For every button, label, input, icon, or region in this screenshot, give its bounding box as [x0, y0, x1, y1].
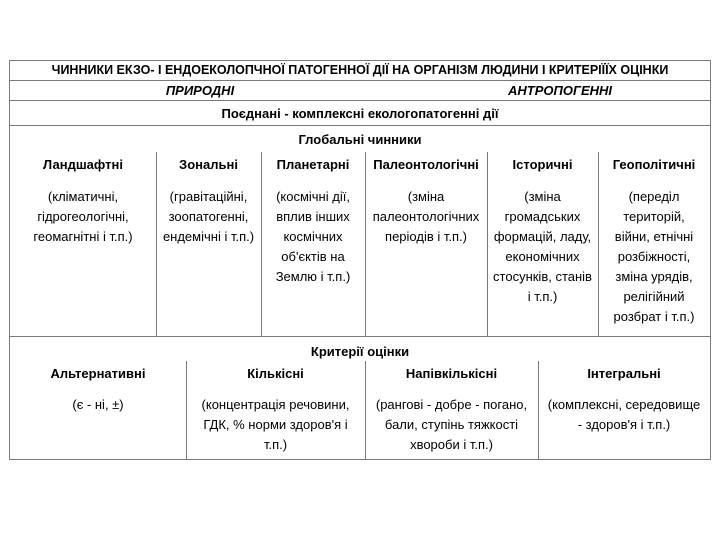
- title-row: [10, 61, 710, 81]
- table-title: ЧИННИКИ ЕКЗО- І ЕНДОЕКОЛОПЧНОЇ ПАТОГЕННОЇ ДІЇ НА ОРГАНІЗМ ЛЮДИНИ І КРИТЕРІЇЇХ ОЦІНКИ: [51, 63, 669, 77]
- factors-section: [10, 152, 710, 337]
- criterion-desc-quantitative: (концентрація речовини, ГДК, % норми здоров'я і т.п.): [201, 397, 350, 452]
- factors-table: [9, 60, 711, 460]
- criterion-desc-semiquantitative: (рангові - добре - погано, бали, ступінь тяжкості хвороби і т.п.): [375, 397, 528, 452]
- factor-desc-planetary: (космічні дії, вплив інших космічних об'єктів на Землю і т.п.): [275, 189, 351, 284]
- combined-label: Поєднані - комплексні екологопатогенні дії: [221, 106, 499, 121]
- factor-desc-landscape: (кліматичні, гідрогеологічні, геомагнітні і т.п.): [33, 189, 133, 244]
- factor-name-geopolitical: Геополітичні: [612, 157, 696, 172]
- factor-desc-geopolitical: (переділ територій, війни, етнічні розбіжності, зміна урядів, релігійний розбрат і т.п.): [613, 189, 695, 324]
- criterion-name-semiquantitative: Напівкількісні: [405, 366, 498, 381]
- factor-name-historical: Історичні: [512, 157, 573, 172]
- factor-desc-paleontological: (зміна палеонтологічних періодів і т.п.): [372, 189, 480, 244]
- global-label: Глобальні чинники: [298, 132, 422, 147]
- anthropogenic-label: АНТРОПОГЕННІ: [508, 83, 612, 98]
- criteria-title: Критерії оцінки: [310, 344, 410, 359]
- criterion-desc-alternative: (є - ні, ±): [72, 397, 124, 412]
- factor-name-landscape: Ландшафтні: [43, 157, 123, 172]
- factor-name-planetary: Планетарні: [276, 157, 350, 172]
- combined-row: [10, 101, 710, 126]
- criterion-name-integral: Інтегральні: [587, 366, 661, 381]
- factor-name-paleontological: Палеонтологічні: [373, 157, 479, 172]
- factor-name-zonal: Зональні: [179, 157, 238, 172]
- criterion-name-quantitative: Кількісні: [247, 366, 304, 381]
- criterion-name-alternative: Альтернативні: [50, 366, 146, 381]
- factor-desc-zonal: (гравітаційні, зоопатогенні, ендемічні і т.п.): [162, 189, 255, 244]
- criterion-desc-integral: (комплексні, середовище - здоров'я і т.п.): [547, 397, 701, 432]
- global-row: [10, 126, 710, 152]
- factor-desc-historical: (зміна громадських формацій, ладу, економічних стосунків, станів і т.п.): [493, 189, 592, 304]
- natural-label: ПРИРОДНІ: [165, 83, 235, 98]
- criteria-section: [10, 337, 710, 459]
- category-row: [10, 81, 710, 101]
